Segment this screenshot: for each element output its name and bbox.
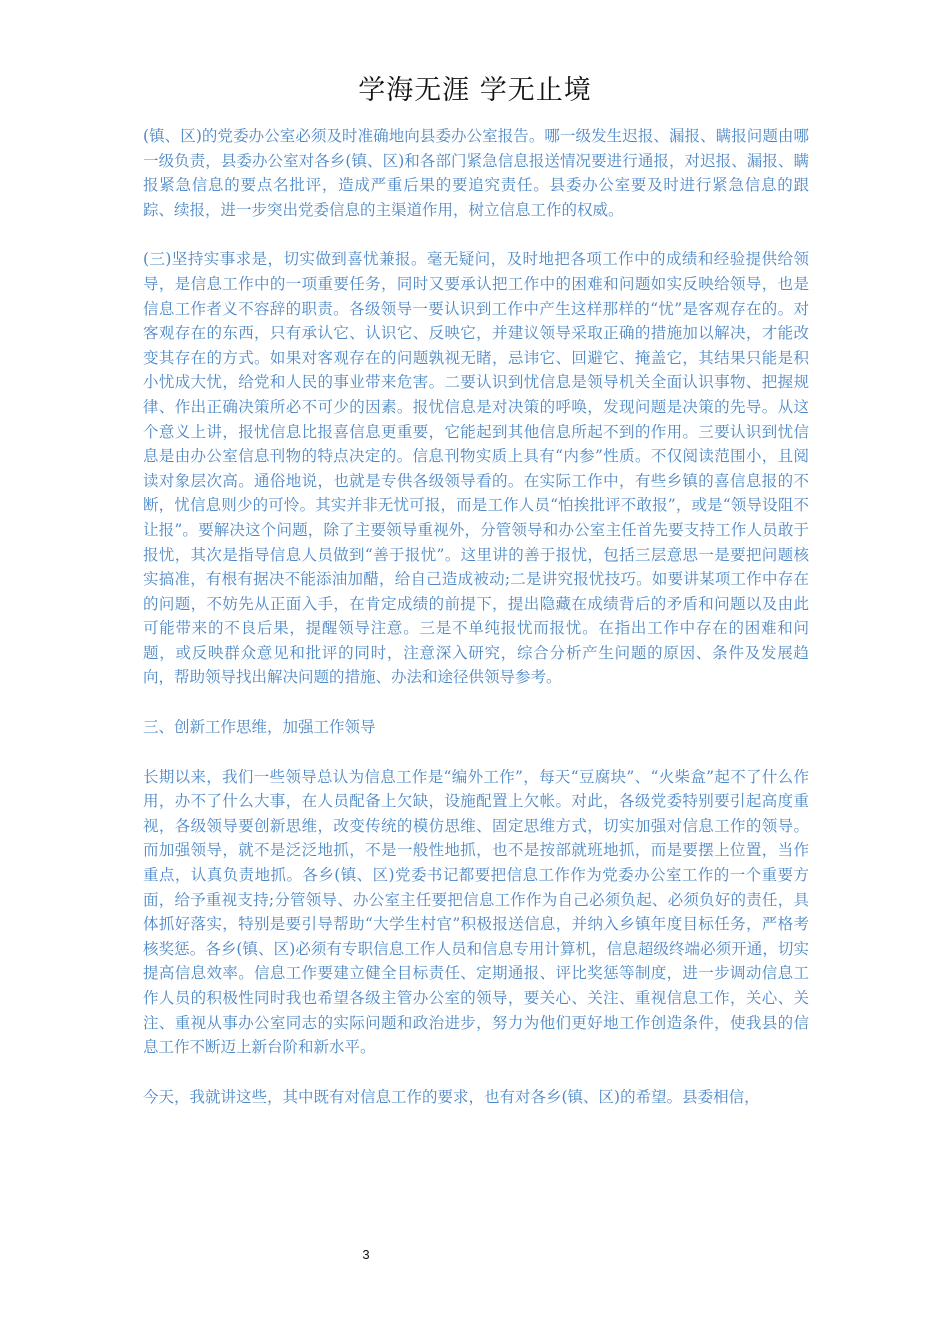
section-heading-three: 三、创新工作思维，加强工作领导 (143, 718, 376, 737)
paragraph-gap (143, 740, 809, 765)
paragraph-gap (143, 1060, 809, 1085)
paragraph-emergency-report: (镇、区)的党委办公室必须及时准确地向县委办公室报告。哪一级发生迟报、漏报、瞒报问题由哪一级负责，县委办公室对各乡(镇、区)和各部门紧急信息报送情况要进行通报，对迟报、漏报、瞒报紧急信息的要点名批评，造成严重后果的要追究责任。县委办公室要及时进行紧急信息的跟踪、续报，进一步突出党委信息的主渠道作用，树立信息工作的权威。 (143, 127, 809, 219)
page-header-title: 学海无涯 学无止境 (358, 75, 592, 106)
page-number: 3 (362, 1247, 370, 1262)
paragraph-closing: 今天，我就讲这些，其中既有对信息工作的要求，也有对各乡(镇、区)的希望。县委相信， (143, 1087, 760, 1106)
paragraph-strengthen-leadership: 长期以来，我们一些领导总认为信息工作是“编外工作”，每天“豆腐块”、“火柴盒”起不了什么作用，办不了什么大事，在人员配备上欠缺，设施配置上欠帐。对此，各级党委特别要引起高度重视，各级领导要创新思维，改变传统的模仿思维、固定思维方式，切实加强对信息工作的领导。而加强领导，就不是泛泛地抓，不是一般性地抓，也不是按部就班地抓，而是要摆上位置，当作重点，认真负责地抓。各乡(镇、区)党委书记都要把信息工作作为党委办公室工作的一个重要方面，给予重视支持;分管领导、办公室主任要把信息工作作为自己必须负起、必须负好的责任，具体抓好落实，特别是要引导帮助“大学生村官”积极报送信息，并纳入乡镇年度目标任务，严格考核奖惩。各乡(镇、区)必须有专职信息工作人员和信息专用计算机，信息超级终端必须开通，切实提高信息效率。信息工作要建立健全目标责任、定期通报、评比奖惩等制度，进一步调动信息工作人员的积极性同时我也希望各级主管办公室的领导，要关心、关注、重视信息工作，关心、关注、重视从事办公室同志的实际问题和政治进步，努力为他们更好地工作创造条件，使我县的信息工作不断迈上新台阶和新水平。 (143, 767, 809, 1057)
paragraph-gap (143, 690, 809, 715)
paragraph-report-good-and-bad: (三)坚持实事求是，切实做到喜忧兼报。毫无疑问，及时地把各项工作中的成绩和经验提供给领导，是信息工作中的一项重要任务，同时又要承认把工作中的困难和问题如实反映给领导，也是信息工作者义不容辞的职责。各级领导一要认识到工作中产生这样那样的“忧”是客观存在的。对客观存在的东西，只有承认它、认识它、反映它，并建议领导采取正确的措施加以解决，才能改变其存在的方式。如果对客观存在的问题孰视无睹，忌讳它、回避它、掩盖它，其结果只能是积小忧成大忧，给党和人民的事业带来危害。二要认识到忧信息是领导机关全面认识事物、把握规律、作出正确决策所必不可少的因素。报忧信息是对决策的呼唤，发现问题是决策的先导。从这个意义上讲，报忧信息比报喜信息更重要，它能起到其他信息所起不到的作用。三要认识到忧信息是由办公室信息刊物的特点决定的。信息刊物实质上具有“内参”性质。不仅阅读范围小，且阅读对象层次高。通俗地说，也就是专供各级领导看的。在实际工作中，有些乡镇的喜信息报的不断，忧信息则少的可怜。其实并非无忧可报，而是工作人员“怕挨批评不敢报”，或是“领导设阻不让报”。要解决这个问题，除了主要领导重视外，分管领导和办公室主任首先要支持工作人员敢于报忧，其次是指导信息人员做到“善于报忧”。这里讲的善于报忧，包括三层意思一是要把问题核实搞准，有根有据决不能添油加醋，给自己造成被动;二是讲究报忧技巧。如要讲某项工作中存在的问题，不妨先从正面入手，在肯定成绩的前提下，提出隐藏在成绩背后的矛盾和问题以及由此可能带来的不良后果，提醒领导注意。三是不单纯报忧而报忧。在指出工作中存在的困难和问题，或反映群众意见和批评的同时，注意深入研究，综合分析产生问题的原因、条件及发展趋向，帮助领导找出解决问题的措施、办法和途径供领导参考。 (143, 250, 809, 687)
paragraph-gap (143, 222, 809, 247)
document-body (143, 124, 809, 1109)
